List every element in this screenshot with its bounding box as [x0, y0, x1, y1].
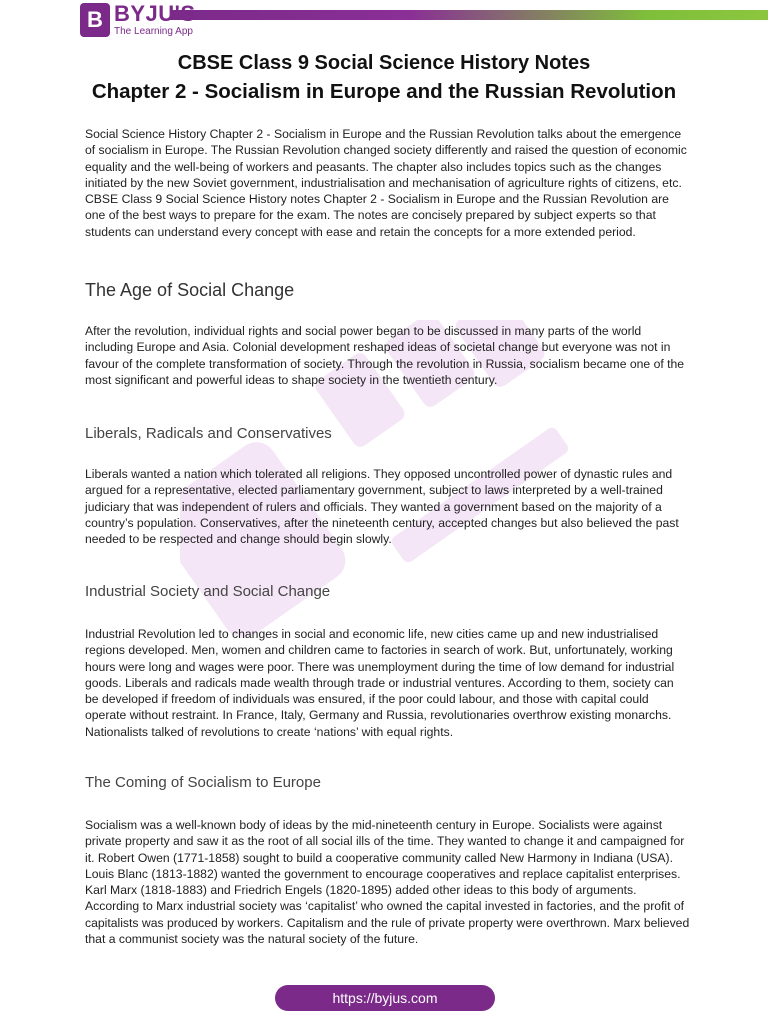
byjus-logo[interactable]: [80, 0, 196, 40]
section-text-liberals: Liberals wanted a nation which tolerated all religions. They opposed uncontrolled power of dynastic rules and argued for a representative, elected parliamentary government, subject to laws interpreted by a well-trained judiciary that was independent of rulers and officials. They wanted a government based on the majority of a country’s population. Conservatives, after the nineteenth century, accepted changes but also believed the past needed to be respected and change should begin slowly.: [85, 467, 679, 547]
logo-text: [114, 3, 196, 37]
section-heading-liberals: Liberals, Radicals and Conservatives: [85, 425, 332, 442]
logo-name: BYJU'S: [114, 1, 196, 26]
document-title-line1: CBSE Class 9 Social Science History Notes: [177, 52, 591, 74]
logo-letter-box: B: [80, 3, 110, 37]
logo-tagline: The Learning App: [114, 26, 193, 37]
header-stripe: [170, 10, 768, 20]
footer-url-link[interactable]: https://byjus.com: [275, 985, 495, 1011]
section-heading-socialism: The Coming of Socialism to Europe: [85, 774, 321, 791]
section-text-socialism: Socialism was a well-known body of ideas by the mid-nineteenth century in Europe. Socialists were against private property and saw it as the root of all social ills of the time. They wanted to change it and campaigned for it. Robert Owen (1771-1858) sought to build a cooperative community called New Harmony in Indiana (USA). Louis Blanc (1813-1882) wanted the government to encourage cooperatives and replace capitalist enterprises. Karl Marx (1818-1883) and Friedrich Engels (1820-1895) added other ideas to this body of arguments. According to Marx industrial society was ‘capitalist’ who owned the capital invested in factories, and the profit of capitalists was produced by workers. Capitalism and the rule of private property were overthrown. Marx believed that a communist society was the natural society of the future.: [85, 818, 690, 947]
section-heading-industrial: Industrial Society and Social Change: [85, 583, 331, 600]
document-title-line2: Chapter 2 - Socialism in Europe and the Russian Revolution: [91, 80, 677, 103]
section-text-industrial: Industrial Revolution led to changes in social and economic life, new cities came up and new industrialised regions developed. Men, women and children came to factories in search of work. But, unfortunately, working hours were long and wages were poor. There was unemployment during the time of low demand for industrial goods. Liberals and radicals made wealth through trade or industrial ventures. According to them, society can be developed if freedom of individuals was ensured, if the poor could labour, and those with capital could operate without restraint. In France, Italy, Germany and Russia, revolutionaries overthrow existing monarchs. Nationalists talked of revolutions to create ‘nations’ with equal rights.: [85, 627, 675, 739]
section-heading-age: The Age of Social Change: [85, 280, 295, 300]
intro-paragraph: Social Science History Chapter 2 - Socialism in Europe and the Russian Revolution talks about the emergence of socialism in Europe. The Russian Revolution changed society differently and raised the question of economic equality and the well-being of workers and peasants. The chapter also includes topics such as the changes initiated by the new Soviet government, industrialisation and mechanisation of agriculture rights of citizens, etc. CBSE Class 9 Social Science History notes Chapter 2 - Socialism in Europe and the Russian Revolution are one of the best ways to prepare for the exam. The notes are concisely prepared by subject experts so that students can understand every concept with ease and retain the concepts for a more extended period.: [85, 127, 687, 239]
header-bar: [0, 0, 768, 40]
section-text-age: After the revolution, individual rights and social power began to be discussed in many parts of the world including Europe and Asia. Colonial development reshaped ideas of societal change but everyone was not in favour of the complete transformation of society. Through the revolution in Russia, socialism became one of the most significant and powerful ideas to shape society in the twentieth century.: [85, 324, 685, 387]
